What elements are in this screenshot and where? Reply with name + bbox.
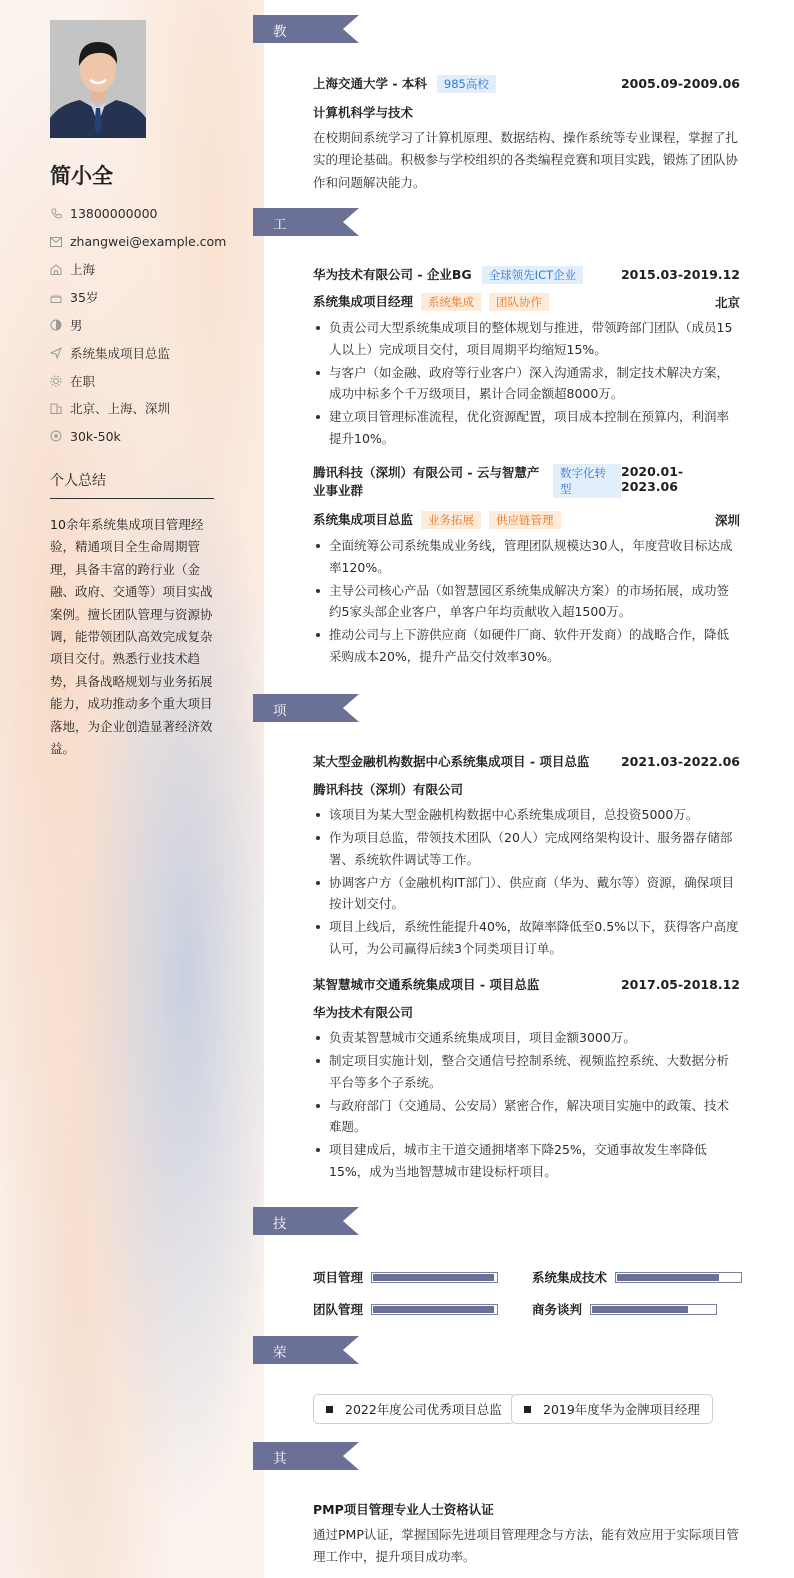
status-row — [50, 367, 250, 395]
phone-text: 13800000000 — [70, 206, 158, 222]
phone-row — [50, 200, 250, 228]
skill-item — [313, 1300, 498, 1318]
skill-name: 项目管理 — [313, 1270, 364, 1285]
section-title-education: 教育经历 — [273, 24, 287, 100]
section-title-work: 工作经历 — [273, 217, 287, 293]
other-entry — [313, 1500, 740, 1569]
work-skill-tag: 供应链管理 — [489, 511, 561, 529]
skill-bar — [590, 1304, 717, 1315]
status-text: 在职 — [70, 373, 96, 389]
skill-item — [532, 1300, 717, 1318]
home-icon — [50, 263, 62, 275]
work-role: 系统集成项目经理 — [313, 294, 414, 309]
section-title-other: 其他信息 — [273, 1451, 287, 1527]
city-text: 上海 — [70, 262, 96, 278]
phone-icon — [50, 208, 62, 220]
section-title-skills: 技能专长 — [273, 1216, 287, 1292]
gender-row — [50, 311, 250, 339]
mail-icon — [50, 236, 62, 248]
skill-name: 商务谈判 — [532, 1302, 583, 1317]
skill-name: 系统集成技术 — [532, 1270, 608, 1285]
work-skill-tag: 团队协作 — [489, 293, 549, 311]
project-bullets — [313, 1027, 740, 1182]
work-bullets — [313, 317, 740, 449]
award-square-icon — [524, 1406, 531, 1413]
project-entry-2 — [313, 975, 740, 1184]
edu-desc: 在校期间系统学习了计算机原理、数据结构、操作系统等专业课程，掌握了扎实的理论基础。积极参与学校组织的各类编程竞赛和项目实践，锻炼了团队协作和问题解决能力。 — [313, 130, 739, 190]
award-text: 2022年度公司优秀项目总监 — [345, 1402, 502, 1417]
project-bullets — [313, 804, 740, 959]
position-icon — [50, 347, 62, 359]
list-item: 制定项目实施计划，整合交通信号控制系统、视频监控系统、大数据分析平台等多个子系统。 — [313, 1050, 740, 1093]
skill-bar — [371, 1304, 498, 1315]
city-row — [50, 256, 250, 284]
section-title-projects: 项目经历 — [273, 703, 287, 779]
salary-row — [50, 422, 250, 450]
list-item: 负责公司大型系统集成项目的整体规划与推进，带领跨部门团队（成员15人以上）完成项目交付，项目周期平均缩短15%。 — [313, 317, 740, 360]
age-text: 35岁 — [70, 290, 99, 306]
list-item: 协调客户方（金融机构IT部门）、供应商（华为、戴尔等）资源，确保项目按计划交付。 — [313, 872, 740, 915]
list-item: 项目上线后，系统性能提升40%，故障率降低至0.5%以下，获得客户高度认可，为公司赢得后续3个同类项目订单。 — [313, 916, 740, 959]
age-icon — [50, 291, 62, 303]
salary-icon — [50, 430, 62, 442]
email-text: zhangwei@example.com — [70, 234, 227, 250]
project-company: 腾讯科技（深圳）有限公司 — [313, 782, 464, 797]
edu-date: 2005.09-2009.06 — [620, 76, 740, 91]
work-date: 2020.01-2023.06 — [621, 464, 684, 494]
skill-bar — [371, 1272, 498, 1283]
project-name: 某大型金融机构数据中心系统集成项目 - 项目总监 — [313, 754, 590, 769]
skill-bar-fill — [617, 1274, 719, 1281]
work-entry-1 — [313, 265, 740, 451]
sidebar — [0, 0, 264, 1578]
work-bullets — [313, 535, 740, 667]
work-company: 华为技术有限公司 - 企业BG — [313, 267, 472, 282]
list-item: 负责某智慧城市交通系统集成项目，项目金额3000万。 — [313, 1027, 740, 1049]
building-icon — [50, 402, 62, 414]
project-entry-1 — [313, 752, 740, 961]
work-company-tag: 全球领先ICT企业 — [482, 266, 583, 284]
age-row — [50, 283, 250, 311]
project-date: 2021.03-2022.06 — [620, 753, 740, 769]
list-item: 与客户（如金融、政府等行业客户）深入沟通需求，制定技术解决方案，成功中标多个千万级项目，累计合同金额超8000万。 — [313, 362, 740, 405]
skill-bar-fill — [592, 1306, 688, 1313]
list-item: 与政府部门（交通局、公安局）紧密合作，解决项目实施中的政策、技术难题。 — [313, 1095, 740, 1138]
work-skill-tag: 业务拓展 — [421, 511, 481, 529]
work-company: 腾讯科技（深圳）有限公司 - 云与智慧产业事业群 — [313, 465, 540, 498]
status-icon — [50, 375, 62, 387]
award-badge — [511, 1394, 713, 1424]
work-entry-2 — [313, 464, 740, 669]
list-item: 主导公司核心产品（如智慧园区系统集成解决方案）的市场拓展，成功签约5家头部企业客户，单客户年均贡献收入超1500万。 — [313, 580, 740, 623]
award-badge — [313, 1394, 515, 1424]
work-company-tag: 数字化转型 — [553, 464, 621, 498]
award-square-icon — [326, 1406, 333, 1413]
education-entry — [313, 74, 740, 194]
skill-bar — [615, 1272, 742, 1283]
skill-bar-fill — [373, 1306, 494, 1313]
project-date: 2017.05-2018.12 — [620, 976, 740, 992]
list-item: 该项目为某大型金融机构数据中心系统集成项目，总投资5000万。 — [313, 804, 740, 826]
section-title-awards: 荣誉奖项 — [273, 1345, 287, 1421]
edu-tag: 985高校 — [437, 75, 496, 93]
other-desc: 通过PMP认证，掌握国际先进项目管理理念与方法，能有效应用于实际项目管理工作中，提升项目成功率。 — [313, 1527, 739, 1565]
edu-major: 计算机科学与技术 — [313, 105, 414, 120]
work-role: 系统集成项目总监 — [313, 512, 414, 527]
edu-school: 上海交通大学 - 本科 — [313, 76, 427, 91]
list-item: 作为项目总监，带领技术团队（20人）完成网络架构设计、服务器存储部署、系统软件调试等工作。 — [313, 827, 740, 870]
gender-text: 男 — [70, 318, 83, 334]
skill-item — [313, 1268, 498, 1286]
project-company: 华为技术有限公司 — [313, 1005, 414, 1020]
candidate-name: 简小全 — [50, 164, 113, 188]
summary-text: 10余年系统集成项目管理经验，精通项目全生命周期管理，具备丰富的跨行业（金融、政府、交通等）项目实战案例。擅长团队管理与资源协调，能带领团队高效完成复杂项目交付。熟悉行业技术趋势，具备战略规划与业务拓展能力，成功推动多个重大项目落地，为企业创造显著经济效益。 — [50, 517, 213, 757]
position-row — [50, 339, 250, 367]
work-location: 北京 — [714, 294, 740, 310]
award-text: 2019年度华为金牌项目经理 — [543, 1402, 700, 1417]
salary-text: 30k-50k — [70, 428, 121, 444]
skill-item — [532, 1268, 742, 1286]
summary-title: 个人总结 — [50, 470, 214, 499]
work-skill-tag: 系统集成 — [421, 293, 481, 311]
other-title: PMP项目管理专业人士资格认证 — [313, 1502, 494, 1517]
list-item: 建立项目管理标准流程，优化资源配置，项目成本控制在预算内，利润率提升10%。 — [313, 406, 740, 449]
cities-text: 北京、上海、深圳 — [70, 401, 171, 417]
avatar-photo — [50, 20, 146, 138]
cities-row — [50, 395, 250, 423]
list-item: 项目建成后，城市主干道交通拥堵率下降25%，交通事故发生率降低15%，成为当地智慧城市建设标杆项目。 — [313, 1139, 740, 1182]
email-row — [50, 228, 250, 256]
skill-name: 团队管理 — [313, 1302, 364, 1317]
list-item: 推动公司与上下游供应商（如硬件厂商、软件开发商）的战略合作，降低采购成本20%，提升产品交付效率30%。 — [313, 624, 740, 667]
list-item: 全面统筹公司系统集成业务线，管理团队规模达30人，年度营收目标达成率120%。 — [313, 535, 740, 578]
contact-info — [50, 200, 250, 450]
work-date: 2015.03-2019.12 — [620, 267, 740, 282]
position-text: 系统集成项目总监 — [70, 345, 171, 361]
skill-bar-fill — [373, 1274, 494, 1281]
work-location: 深圳 — [714, 512, 740, 528]
project-name: 某智慧城市交通系统集成项目 - 项目总监 — [313, 977, 540, 992]
gender-icon — [50, 319, 62, 331]
